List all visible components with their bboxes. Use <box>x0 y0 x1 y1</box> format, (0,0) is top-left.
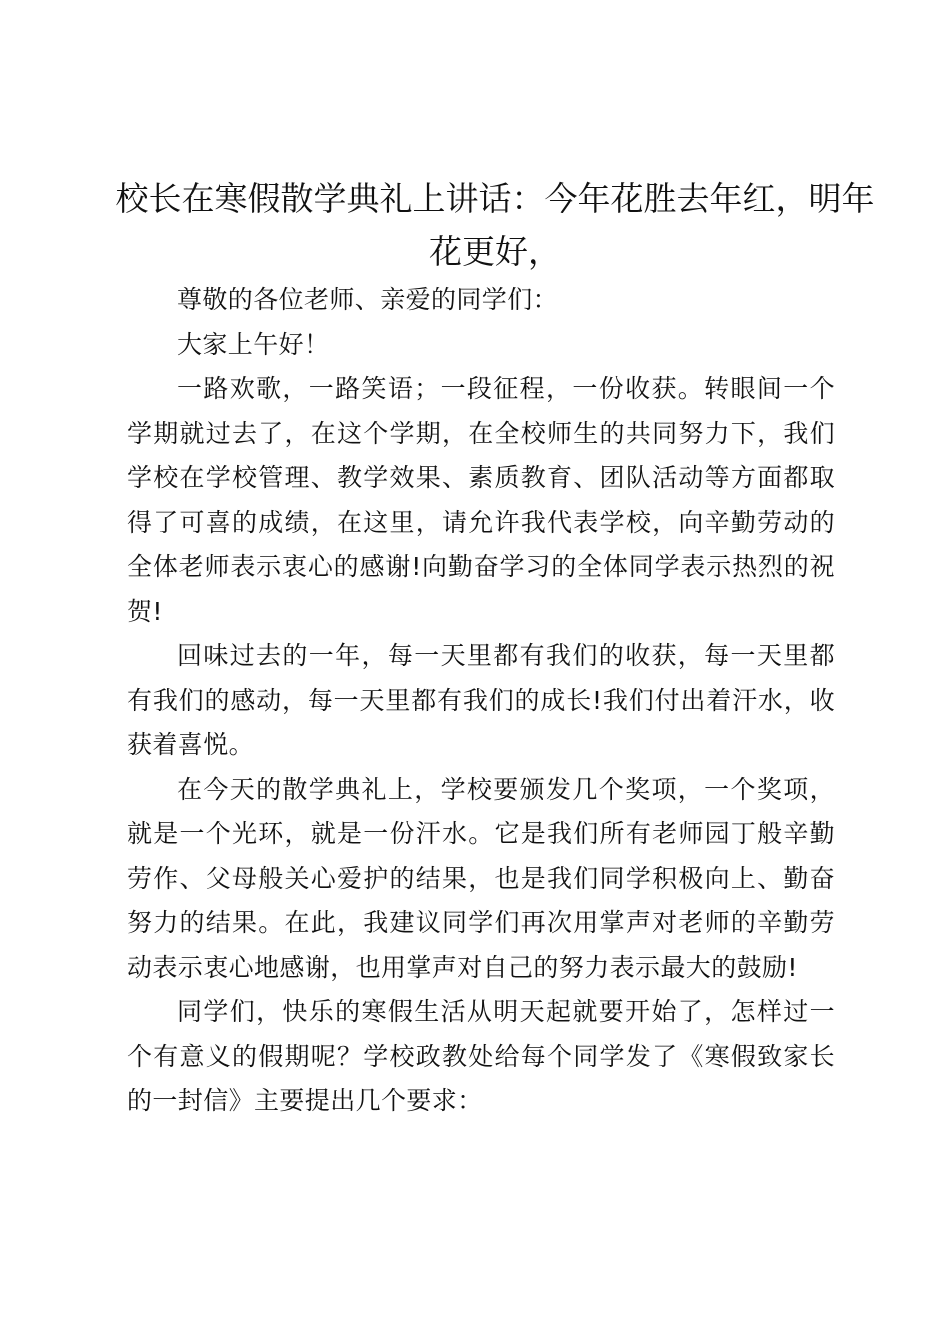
paragraph-greeting: 尊敬的各位老师、亲爱的同学们： <box>177 285 559 314</box>
paragraph-awards: 在今天的散学典礼上，学校要颁发几个奖项，一个奖项，就是一个光环，就是一份汗水。它是我们所有老师园丁般辛勤劳作、父母般关心爱护的结果，也是我们同学积极向上、勤奋努力的结果。在此，我建议同学们再次用掌声对老师的辛勤劳动表示衷心地感谢，也用掌声对自己的努力表示最大的鼓励! <box>127 774 835 982</box>
paragraph-year-reflection: 回味过去的一年，每一天里都有我们的收获，每一天里都有我们的感动，每一天里都有我们的成长!我们付出着汗水，收获着喜悦。 <box>127 641 835 759</box>
document-title: 校长在寒假散学典礼上讲话：今年花胜去年红，明年花更好， <box>115 179 875 271</box>
paragraph-semester-review: 一路欢歌，一路笑语；一段征程，一份收获。转眼间一个学期就过去了，在这个学期，在全校师生的共同努力下，我们学校在学校管理、教学效果、素质教育、团队活动等方面都取得了可喜的成绩，在这里，请允许我代表学校，向辛勤劳动的全体老师表示衷心的感谢!向勤奋学习的全体同学表示热烈的祝贺! <box>127 374 835 626</box>
paragraph-salutation: 大家上午好！ <box>177 329 330 359</box>
document-body <box>127 278 835 1124</box>
paragraph-winter-break: 同学们，快乐的寒假生活从明天起就要开始了，怎样过一个有意义的假期呢？学校政教处给每个同学发了《寒假致家长的一封信》主要提出几个要求： <box>127 997 835 1115</box>
